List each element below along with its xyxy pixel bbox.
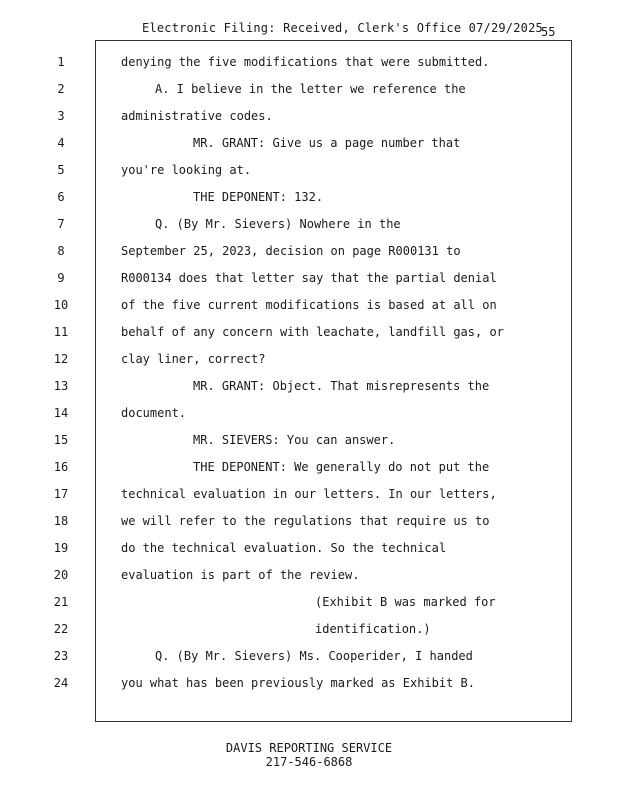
transcript-line	[0, 163, 618, 190]
transcript-line	[0, 244, 618, 271]
transcript-line	[0, 487, 618, 514]
line-number: 18	[53, 514, 69, 528]
line-number: 17	[53, 487, 69, 501]
reporting-phone: 217-546-6868	[265, 755, 353, 769]
line-text: denying the five modifications that were submitted.	[121, 55, 490, 69]
line-text: THE DEPONENT: 132.	[193, 190, 324, 204]
reporting-company: DAVIS REPORTING SERVICE	[225, 741, 393, 755]
line-number: 16	[53, 460, 69, 474]
transcript-line	[0, 568, 618, 595]
line-text: Q. (By Mr. Sievers) Nowhere in the	[155, 217, 401, 231]
line-text: identification.)	[315, 622, 431, 636]
line-number: 2	[57, 82, 65, 96]
transcript-line	[0, 541, 618, 568]
line-number: 13	[53, 379, 69, 393]
line-text: September 25, 2023, decision on page R000131 to	[121, 244, 461, 258]
line-text: we will refer to the regulations that require us to	[121, 514, 490, 528]
transcript-line	[0, 676, 618, 703]
line-text: document.	[121, 406, 187, 420]
transcript-line	[0, 271, 618, 298]
transcript-line	[0, 82, 618, 109]
reporter-footer	[0, 741, 618, 769]
line-number: 6	[57, 190, 65, 204]
transcript-line	[0, 325, 618, 352]
line-number: 7	[57, 217, 65, 231]
line-number: 9	[57, 271, 65, 285]
transcript-line	[0, 352, 618, 379]
transcript-line	[0, 622, 618, 649]
transcript-line	[0, 55, 618, 82]
filing-header: Electronic Filing: Received, Clerk's Office 07/29/2025	[142, 21, 543, 35]
transcript-line	[0, 109, 618, 136]
transcript-line	[0, 379, 618, 406]
line-text: of the five current modifications is based at all on	[121, 298, 497, 312]
line-text: MR. GRANT: Give us a page number that	[193, 136, 461, 150]
line-text: MR. SIEVERS: You can answer.	[193, 433, 396, 447]
transcript-line	[0, 298, 618, 325]
line-text: clay liner, correct?	[121, 352, 266, 366]
line-number: 15	[53, 433, 69, 447]
line-text: technical evaluation in our letters. In our letters,	[121, 487, 497, 501]
line-number: 20	[53, 568, 69, 582]
line-text: (Exhibit B was marked for	[315, 595, 496, 609]
line-number: 4	[57, 136, 65, 150]
line-number: 14	[53, 406, 69, 420]
line-text: you're looking at.	[121, 163, 252, 177]
line-text: MR. GRANT: Object. That misrepresents the	[193, 379, 490, 393]
line-text: Q. (By Mr. Sievers) Ms. Cooperider, I handed	[155, 649, 473, 663]
line-number: 24	[53, 676, 69, 690]
transcript-line	[0, 433, 618, 460]
line-number: 19	[53, 541, 69, 555]
line-text: R000134 does that letter say that the partial denial	[121, 271, 497, 285]
line-text: behalf of any concern with leachate, landfill gas, or	[121, 325, 504, 339]
line-text: THE DEPONENT: We generally do not put the	[193, 460, 490, 474]
line-number: 10	[53, 298, 69, 312]
page-number: 55	[541, 25, 556, 39]
transcript-line	[0, 217, 618, 244]
transcript-line	[0, 460, 618, 487]
line-number: 1	[57, 55, 65, 69]
transcript-line	[0, 406, 618, 433]
line-number: 12	[53, 352, 69, 366]
line-number: 11	[53, 325, 69, 339]
line-text: A. I believe in the letter we reference the	[155, 82, 466, 96]
line-text: evaluation is part of the review.	[121, 568, 360, 582]
line-number: 23	[53, 649, 69, 663]
line-number: 3	[57, 109, 65, 123]
line-text: you what has been previously marked as Exhibit B.	[121, 676, 476, 690]
transcript-line	[0, 136, 618, 163]
transcript-line	[0, 649, 618, 676]
line-number: 21	[53, 595, 69, 609]
line-number: 5	[57, 163, 65, 177]
line-number: 8	[57, 244, 65, 258]
transcript-line	[0, 514, 618, 541]
line-number: 22	[53, 622, 69, 636]
transcript-line	[0, 190, 618, 217]
line-text: administrative codes.	[121, 109, 273, 123]
line-text: do the technical evaluation. So the technical	[121, 541, 447, 555]
transcript-line	[0, 595, 618, 622]
